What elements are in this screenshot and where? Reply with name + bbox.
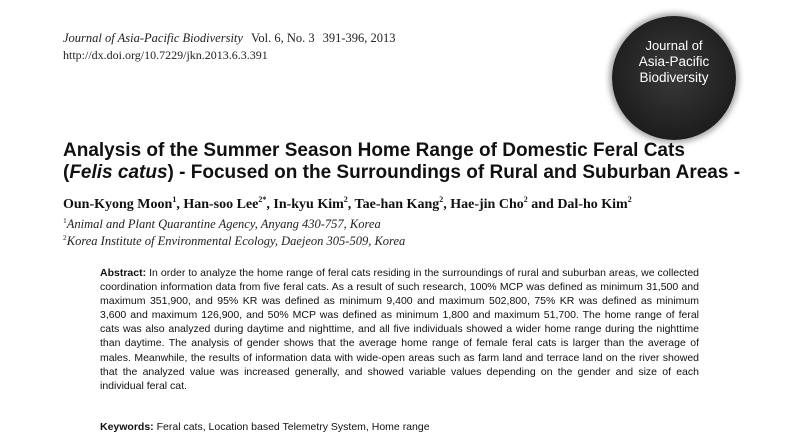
author: Dal-ho Kim: [557, 197, 628, 212]
affiliation-text: Animal and Plant Quarantine Agency, Anyang 430-757, Korea: [66, 217, 381, 231]
species-name: Felis catus: [69, 162, 168, 183]
affiliation-text: Korea Institute of Environmental Ecology, Daejeon 305-509, Korea: [66, 234, 406, 248]
journal-citation: [63, 30, 396, 46]
author: In-kyu Kim: [273, 197, 344, 212]
doi-link[interactable]: http://dx.doi.org/10.7229/jkn.2013.6.3.391: [63, 48, 268, 62]
pages-year: 391-396, 2013: [322, 31, 396, 45]
title-line-2-rest: ) - Focused on the Surroundings of Rural and Suburban Areas -: [167, 162, 741, 183]
logo-line-1: Journal of: [645, 38, 703, 53]
keywords-label: Keywords:: [100, 421, 154, 433]
affiliation-marker: 1: [63, 216, 67, 225]
volume-issue: Vol. 6, No. 3: [250, 31, 315, 45]
title-line-1: Analysis of the Summer Season Home Range of Domestic Feral Cats: [63, 140, 685, 161]
keywords: [100, 420, 700, 434]
author: Oun-Kyong Moon: [63, 197, 173, 212]
author-separator: ,: [266, 197, 274, 212]
author: Han-soo Lee: [183, 197, 259, 212]
title-line-2: [63, 162, 763, 184]
author: Tae-han Kang: [354, 197, 440, 212]
author-separator: ,: [443, 197, 451, 212]
author: Hae-jin Cho: [450, 197, 524, 212]
journal-logo-text: [612, 38, 736, 86]
affiliation: [63, 216, 381, 232]
affiliation-marker: 2: [63, 233, 67, 242]
affiliation: [63, 233, 405, 249]
author-affiliation-marker: 2: [343, 195, 348, 204]
abstract-label: Abstract:: [100, 267, 147, 279]
keywords-text: Feral cats, Location based Telemetry System, Home range: [156, 421, 430, 433]
author-separator: ,: [347, 197, 355, 212]
abstract-text: In order to analyze the home range of feral cats residing in the surroundings of rural and suburban areas, we collected coordination information data from five feral cats. As a result of such research, 100% MCP was defined as minimum 31,500 and maximum 351,900, and 95% KR was defined as minimum 9,400 and maximum 502,800, 75% KR was defined as minimum 3,600 and maximum 126,900, and 50% MCP was defined as minimum 1,800 and maximum 51,700. The home range of feral cats was also analyzed during daytime and nighttime, and all five individuals showed a wider home range during the nighttime than daytime. The analysis of gender shows that the average home range of female feral cats is larger than the average of males. Meanwhile, the results of information data with wide-open areas such as farm land and terrace land on the river showed that the analyzed value was increased generally, and showed variable values depending on the gender and size of each individual feral cat.: [100, 267, 699, 392]
author-affiliation-marker: 2: [627, 195, 632, 204]
author-affiliation-marker: 2*: [258, 195, 267, 204]
logo-line-3: Biodiversity: [639, 70, 709, 85]
author-affiliation-marker: 2: [439, 195, 444, 204]
paper-title: [63, 140, 763, 184]
author-affiliation-marker: 1: [172, 195, 177, 204]
author-affiliation-marker: 2: [523, 195, 528, 204]
journal-name: Journal of Asia-Pacific Biodiversity: [63, 31, 243, 45]
logo-line-2: Asia-Pacific: [638, 54, 710, 69]
title-paren-open: (: [63, 162, 70, 183]
journal-logo: [612, 16, 736, 140]
abstract: [100, 266, 699, 393]
author-separator: and: [527, 197, 558, 212]
author-list: [63, 196, 632, 214]
author-separator: ,: [176, 197, 184, 212]
